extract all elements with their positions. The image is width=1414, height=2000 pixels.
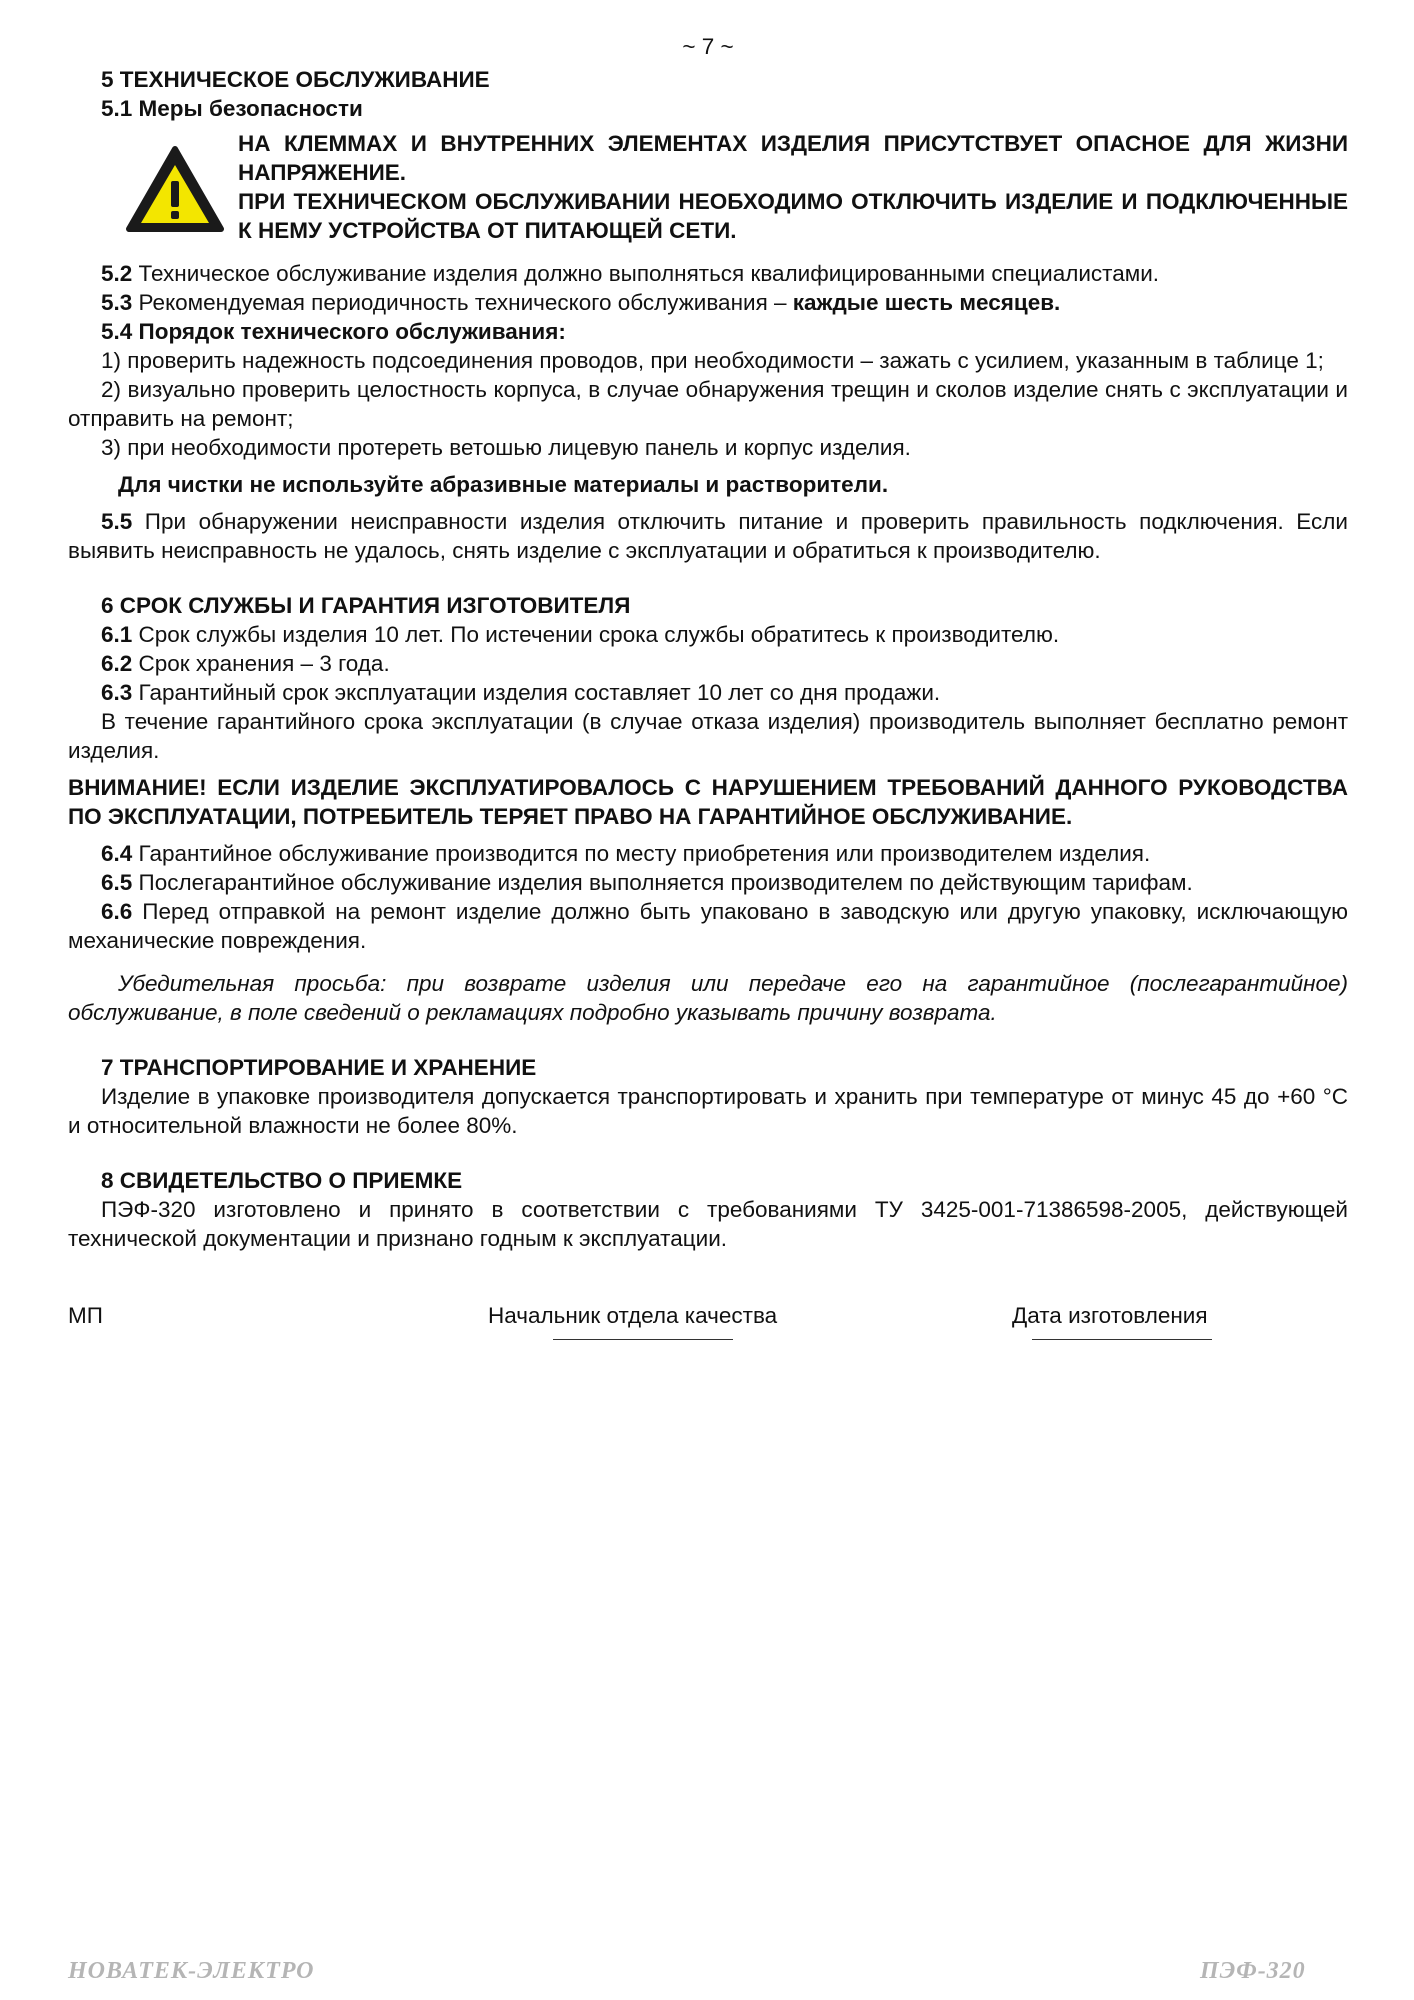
warning-triangle-icon [125, 145, 225, 233]
para-6-2-number: 6.2 [101, 651, 133, 676]
section-7-text: Изделие в упаковке производителя допускается транспортировать и хранить при температуре от минус 45 до +60 °С и относительной влажности не более 80%. [68, 1084, 1348, 1138]
warning-line-1: НА КЛЕММАХ И ВНУТРЕННИХ ЭЛЕМЕНТАХ ИЗДЕЛИЯ ПРИСУТСТВУЕТ ОПАСНОЕ ДЛЯ ЖИЗНИ НАПРЯЖЕНИЕ. [238, 131, 1348, 185]
para-6-3-number: 6.3 [101, 680, 133, 705]
para-5-3-text: Рекомендуемая периодичность технического обслуживания – [132, 290, 793, 315]
return-request: Убедительная просьба: при возврате изделия или передаче его на гарантийное (послегарантийное) обслуживание, в поле сведений о рекламациях подробно указывать причину возврата. [68, 971, 1348, 1025]
document-page [68, 32, 1348, 1361]
section-8-text: ПЭФ-320 изготовлено и принято в соответствии с требованиями ТУ 3425-001-71386598-2005, действующей технической документации и признано годным к эксплуатации. [68, 1197, 1348, 1251]
cleaning-note: Для чистки не используйте абразивные материалы и растворители. [118, 472, 889, 497]
para-6-3-text: Гарантийный срок эксплуатации изделия составляет 10 лет со дня продажи. [132, 680, 941, 705]
para-5-5-number: 5.5 [101, 509, 133, 534]
manufacture-date-label: Дата изготовления [1012, 1303, 1208, 1328]
para-5-2-text: Техническое обслуживание изделия должно выполняться квалифицированными специалистами. [132, 261, 1160, 286]
para-6-5 [68, 868, 1348, 897]
safety-warning-text [238, 129, 1348, 245]
para-5-2 [68, 259, 1348, 288]
para-6-4-text: Гарантийное обслуживание производится по месту приобретения или производителем изделия. [132, 841, 1151, 866]
footer-company: НОВАТЕК-ЭЛЕКТРО [68, 1958, 315, 1984]
para-6-1-number: 6.1 [101, 622, 133, 647]
para-6-2 [68, 649, 1348, 678]
para-6-3 [68, 678, 1348, 707]
section-5-1-title: 5.1 Меры безопасности [101, 96, 363, 121]
para-6-4 [68, 839, 1348, 868]
para-6-6 [68, 897, 1348, 955]
warning-line-2: ПРИ ТЕХНИЧЕСКОМ ОБСЛУЖИВАНИИ НЕОБХОДИМО ОТКЛЮЧИТЬ ИЗДЕЛИЕ И ПОДКЛЮЧЕННЫЕ К НЕМУ УСТРОЙСТВА ОТ ПИТАЮЩЕЙ СЕТИ. [238, 189, 1348, 243]
chief-signature-line [553, 1339, 733, 1340]
para-5-2-number: 5.2 [101, 261, 133, 286]
safety-warning [68, 129, 1348, 245]
section-5-title: 5 ТЕХНИЧЕСКОЕ ОБСЛУЖИВАНИЕ [101, 67, 490, 92]
para-6-2-text: Срок хранения – 3 года. [132, 651, 390, 676]
quality-chief-label: Начальник отдела качества [488, 1303, 778, 1328]
para-5-5-text: При обнаружении неисправности изделия отключить питание и проверить правильность подключения. Если выявить неисправность не удалось, снять изделие с эксплуатации и обратиться к производителю. [68, 509, 1348, 563]
para-6-4-number: 6.4 [101, 841, 133, 866]
footer-product: ПЭФ-320 [1200, 1958, 1306, 1984]
para-6-5-number: 6.5 [101, 870, 133, 895]
page-number: ~ 7 ~ [682, 34, 734, 59]
section-8-title: 8 СВИДЕТЕЛЬСТВО О ПРИЕМКЕ [101, 1168, 463, 1193]
para-5-3-bold: каждые шесть месяцев. [792, 290, 1061, 315]
para-6-1-text: Срок службы изделия 10 лет. По истечении срока службы обратитесь к производителю. [132, 622, 1060, 647]
para-5-5 [68, 507, 1348, 565]
section-7-title: 7 ТРАНСПОРТИРОВАНИЕ И ХРАНЕНИЕ [101, 1055, 537, 1080]
maintenance-item-1: 1) проверить надежность подсоединения проводов, при необходимости – зажать с усилием, указанным в таблице 1; [101, 348, 1324, 373]
para-6-6-number: 6.6 [101, 899, 133, 924]
date-signature-line [1032, 1339, 1212, 1340]
para-6-5-text: Послегарантийное обслуживание изделия выполняется производителем по действующим тарифам. [132, 870, 1193, 895]
signature-row [68, 1301, 1348, 1361]
para-6-6-text: Перед отправкой на ремонт изделие должно быть упаковано в заводскую или другую упаковку, исключающую механические повреждения. [68, 899, 1348, 953]
maintenance-item-2: 2) визуально проверить целостность корпуса, в случае обнаружения трещин и сколов изделие снять с эксплуатации и отправить на ремонт; [68, 377, 1348, 431]
para-5-3 [68, 288, 1348, 317]
para-5-4-title: 5.4 Порядок технического обслуживания: [101, 319, 566, 344]
para-6-3-continued: В течение гарантийного срока эксплуатации (в случае отказа изделия) производитель выполняет бесплатно ремонт изделия. [68, 709, 1348, 763]
warranty-attention: ВНИМАНИЕ! ЕСЛИ ИЗДЕЛИЕ ЭКСПЛУАТИРОВАЛОСЬ С НАРУШЕНИЕМ ТРЕБОВАНИЙ ДАННОГО РУКОВОДСТВА ПО ЭКСПЛУАТАЦИИ, ПОТРЕБИТЕЛЬ ТЕРЯЕТ ПРАВО НА ГАРАНТИЙНОЕ ОБСЛУЖИВАНИЕ. [68, 775, 1348, 829]
stamp-placeholder: МП [68, 1303, 103, 1328]
para-5-3-number: 5.3 [101, 290, 133, 315]
maintenance-item-3: 3) при необходимости протереть ветошью лицевую панель и корпус изделия. [101, 435, 911, 460]
section-6-title: 6 СРОК СЛУЖБЫ И ГАРАНТИЯ ИЗГОТОВИТЕЛЯ [101, 593, 631, 618]
para-6-1 [68, 620, 1348, 649]
